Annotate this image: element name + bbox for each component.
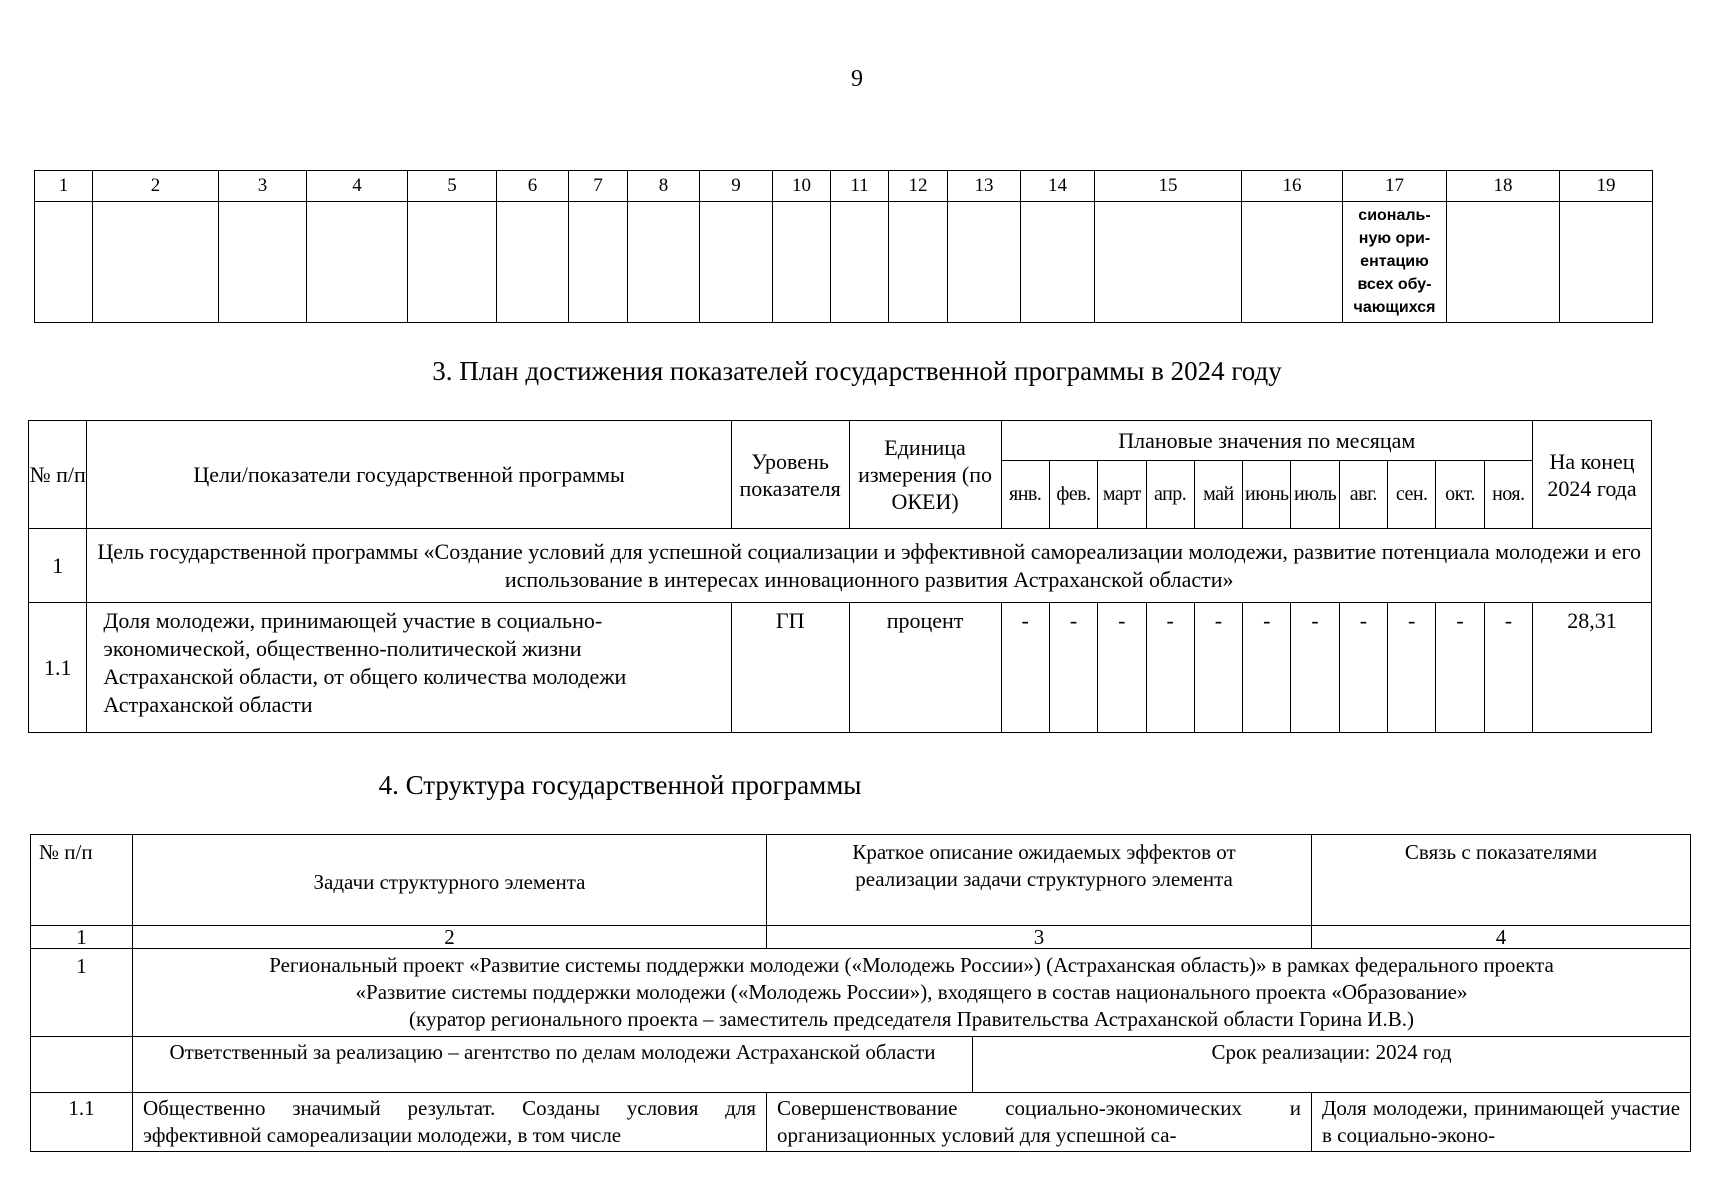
indicators-plan-table: [28, 420, 1652, 733]
col17-continuation-text: сиональ- ную ори- ентацию всех обу- чающихся: [1343, 202, 1447, 323]
result-task: Общественно значимый результат. Созданы условия для эффективной самореализации молодежи, в том числе: [133, 1093, 767, 1152]
term-text: Срок реализации: 2024 год: [973, 1037, 1691, 1093]
monthly-value: -: [1339, 603, 1387, 733]
continuation-table: [34, 170, 1653, 323]
header-monthly: Плановые значения по месяцам: [1001, 421, 1532, 461]
goal-number: 1: [29, 529, 87, 603]
indicator-name: Доля молодежи, принимающей участие в социально-экономической, общественно-политической жизни Астраханской области, от общего количества молодежи Астраханской области: [87, 603, 731, 733]
col-number: 2: [93, 171, 219, 202]
month-label: фев.: [1049, 461, 1097, 529]
column-number-row: [31, 926, 1691, 949]
col-number: 6: [497, 171, 569, 202]
header-tasks: Задачи структурного элемента: [133, 835, 767, 926]
monthly-value: -: [1291, 603, 1339, 733]
col-number: 14: [1021, 171, 1095, 202]
column-number-row: [35, 171, 1653, 202]
indicator-level: ГП: [731, 603, 849, 733]
month-label: авг.: [1339, 461, 1387, 529]
col-number: 16: [1242, 171, 1343, 202]
col-number: 9: [700, 171, 773, 202]
month-label: янв.: [1001, 461, 1049, 529]
program-structure-table: [30, 834, 1691, 1152]
header-effects: Краткое описание ожидаемых эффектов от реализации задачи структурного элемента: [767, 835, 1312, 926]
project-number: 1: [31, 949, 133, 1037]
col-number: 19: [1560, 171, 1653, 202]
indicator-number: 1.1: [29, 603, 87, 733]
page-number: 9: [851, 66, 863, 92]
responsible-text: Ответственный за реализацию – агентство по делам молодежи Астраханской области: [133, 1037, 973, 1093]
monthly-value: -: [1146, 603, 1194, 733]
month-label: май: [1194, 461, 1242, 529]
project-row: [31, 949, 1691, 1037]
col-number: 17: [1343, 171, 1447, 202]
goal-text: Цель государственной программы «Создание условий для успешной социализации и эффективной самореализации молодежи, развитие потенциала молодежи и его использование в интересах инновационного развития Астраханской области»: [87, 529, 1652, 603]
responsible-row: [31, 1037, 1691, 1093]
month-label: июль: [1291, 461, 1339, 529]
col-number: 1: [31, 926, 133, 949]
goal-row: [29, 529, 1652, 603]
month-label: март: [1098, 461, 1146, 529]
col-number: 4: [307, 171, 408, 202]
col-number: 2: [133, 926, 767, 949]
monthly-value: -: [1194, 603, 1242, 733]
section4-title: 4. Структура государственной программы: [378, 770, 862, 800]
header-level: Уровень показателя: [731, 421, 849, 529]
col-number: 5: [408, 171, 497, 202]
indicator-row: [29, 603, 1652, 733]
col-number: 4: [1312, 926, 1691, 949]
monthly-value: -: [1001, 603, 1049, 733]
section3-title: 3. План достижения показателей государственной программы в 2024 году: [432, 356, 1282, 386]
header-end: На конец 2024 года: [1533, 421, 1652, 529]
month-label: ноя.: [1484, 461, 1532, 529]
month-label: июнь: [1243, 461, 1291, 529]
month-label: окт.: [1436, 461, 1484, 529]
col-number: 8: [628, 171, 700, 202]
monthly-value: -: [1049, 603, 1097, 733]
col-number: 15: [1095, 171, 1242, 202]
result-row: [31, 1093, 1691, 1152]
monthly-value: -: [1098, 603, 1146, 733]
header-goals: Цели/показатели государственной программы: [87, 421, 731, 529]
monthly-value: -: [1436, 603, 1484, 733]
month-label: сен.: [1388, 461, 1436, 529]
col-number: 7: [569, 171, 628, 202]
header-num: № п/п: [29, 421, 87, 529]
result-link: Доля молодежи, принимающей участие в социально-эконо-: [1312, 1093, 1691, 1152]
indicator-unit: процент: [849, 603, 1001, 733]
col-number: 3: [767, 926, 1312, 949]
project-text: Региональный проект «Развитие системы поддержки молодежи («Молодежь России») (Астраханская область)» в рамках федерального проекта «Развитие системы поддержки молодежи («Молодежь России»), входящего в состав национального проекта «Образование» (куратор регионального проекта – заместитель председателя Правительства Астраханской области Горина И.В.): [133, 949, 1691, 1037]
result-effect: Совершенствование социально-экономических и организационных условий для успешной са-: [767, 1093, 1312, 1152]
col-number: 10: [773, 171, 831, 202]
header-unit: Единица измерения (по ОКЕИ): [849, 421, 1001, 529]
col-number: 13: [948, 171, 1021, 202]
header-link: Связь с показателями: [1312, 835, 1691, 926]
indicator-end-value: 28,31: [1533, 603, 1652, 733]
col-number: 12: [889, 171, 948, 202]
col-number: 18: [1447, 171, 1560, 202]
col-number: 3: [219, 171, 307, 202]
result-number: 1.1: [31, 1093, 133, 1152]
header-row: [29, 421, 1652, 461]
month-label: апр.: [1146, 461, 1194, 529]
header-row: [31, 835, 1691, 926]
monthly-value: -: [1243, 603, 1291, 733]
header-num: № п/п: [31, 835, 133, 926]
monthly-value: -: [1388, 603, 1436, 733]
col-number: 11: [831, 171, 889, 202]
continuation-row: [35, 202, 1653, 323]
monthly-value: -: [1484, 603, 1532, 733]
col-number: 1: [35, 171, 93, 202]
